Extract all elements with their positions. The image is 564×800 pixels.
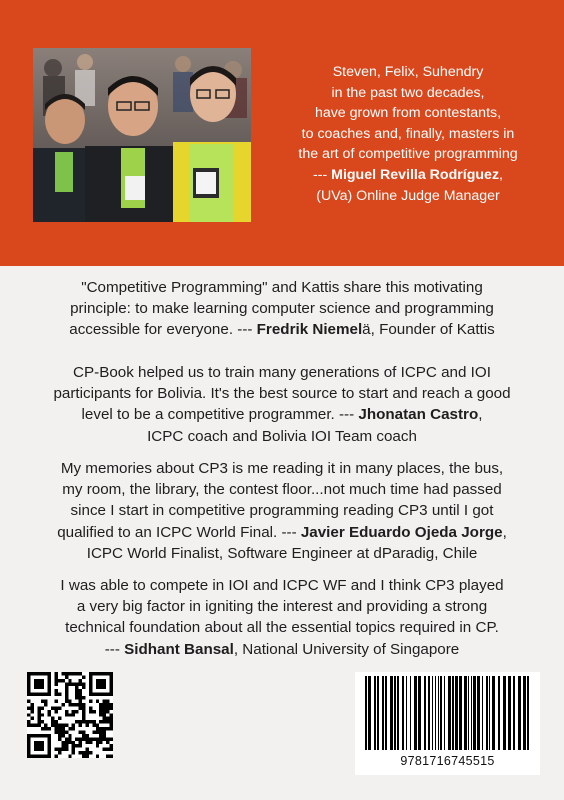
isbn-number: 9781716745515 xyxy=(400,754,495,768)
testimonial-line: my room, the library, the contest floor...not much time had passed xyxy=(62,481,502,499)
top-quote-line: have grown from contestants, xyxy=(314,105,502,122)
testimonial-niemela xyxy=(14,277,550,341)
testimonial-author xyxy=(257,321,363,338)
testimonial-attribution xyxy=(14,319,550,340)
testimonial-line: I was able to compete in IOI and ICPC WF and I think CP3 played xyxy=(60,577,504,594)
top-quote-line: the art of competitive programming xyxy=(298,146,518,163)
testimonial-role: ICPC World Finalist, Software Engineer at dParadig, Chile xyxy=(86,544,478,562)
top-quote-line: Steven, Felix, Suhendry xyxy=(332,64,484,80)
testimonial-castro xyxy=(14,362,550,447)
testimonial-line: principle: to make learning computer science and programming xyxy=(70,300,494,318)
testimonial-text: level to be a competitive programmer. --- xyxy=(81,406,359,424)
testimonial-line: "Competitive Programming" and Kattis share this motivating xyxy=(81,279,483,296)
testimonial-line: My memories about CP3 is me reading it in many places, the bus, xyxy=(60,460,504,477)
isbn-barcode xyxy=(355,672,540,775)
testimonial-line: since I start in competitive programming reading CP3 until I got xyxy=(70,502,494,520)
testimonial-line: technical foundation about all the essential topics required in CP. xyxy=(65,619,499,637)
testimonial-text: --- xyxy=(104,640,125,658)
top-quote-line: to coaches and, finally, masters in xyxy=(301,125,515,142)
testimonial-attribution xyxy=(14,404,550,425)
top-quote xyxy=(258,62,558,206)
testimonial-bansal xyxy=(14,575,550,660)
attribution-comma: , xyxy=(499,166,503,183)
author-name-tail: ä xyxy=(362,321,371,339)
testimonial-text: qualified to an ICPC World Final. --- xyxy=(57,523,301,541)
testimonial-author: Jhonatan Castro xyxy=(358,406,479,424)
testimonial-line: CP-Book helped us to train many generations of ICPC and IOI xyxy=(73,364,491,381)
testimonial-attribution xyxy=(14,522,550,543)
authors-photo xyxy=(33,48,251,222)
attribution-name: Miguel Revilla Rodríguez xyxy=(331,166,500,183)
testimonial-author: Javier Eduardo Ojeda Jorge xyxy=(300,523,503,541)
qr-code-icon xyxy=(27,672,113,758)
testimonial-line: a very big factor in igniting the interest and providing a strong xyxy=(76,598,488,616)
testimonial-role: ICPC coach and Bolivia IOI Team coach xyxy=(147,427,417,445)
author-name: Fredrik Niemel xyxy=(256,321,363,339)
testimonial-attribution xyxy=(14,639,550,660)
testimonial-ojeda xyxy=(14,458,550,564)
top-quote-role: (UVa) Online Judge Manager xyxy=(316,187,500,204)
author-comma: , xyxy=(502,523,507,541)
top-quote-line: in the past two decades, xyxy=(331,84,485,101)
attribution-dashes: --- xyxy=(313,166,332,183)
testimonial-text: accessible for everyone. --- xyxy=(69,321,257,339)
testimonial-author: Sidhant Bansal xyxy=(124,640,234,658)
author-comma: , xyxy=(478,406,483,424)
author-role: , National University of Singapore xyxy=(233,640,460,658)
top-quote-attribution xyxy=(258,165,558,186)
author-role: , Founder of Kattis xyxy=(370,321,495,339)
testimonial-line: participants for Bolivia. It's the best source to start and reach a good xyxy=(53,385,511,403)
